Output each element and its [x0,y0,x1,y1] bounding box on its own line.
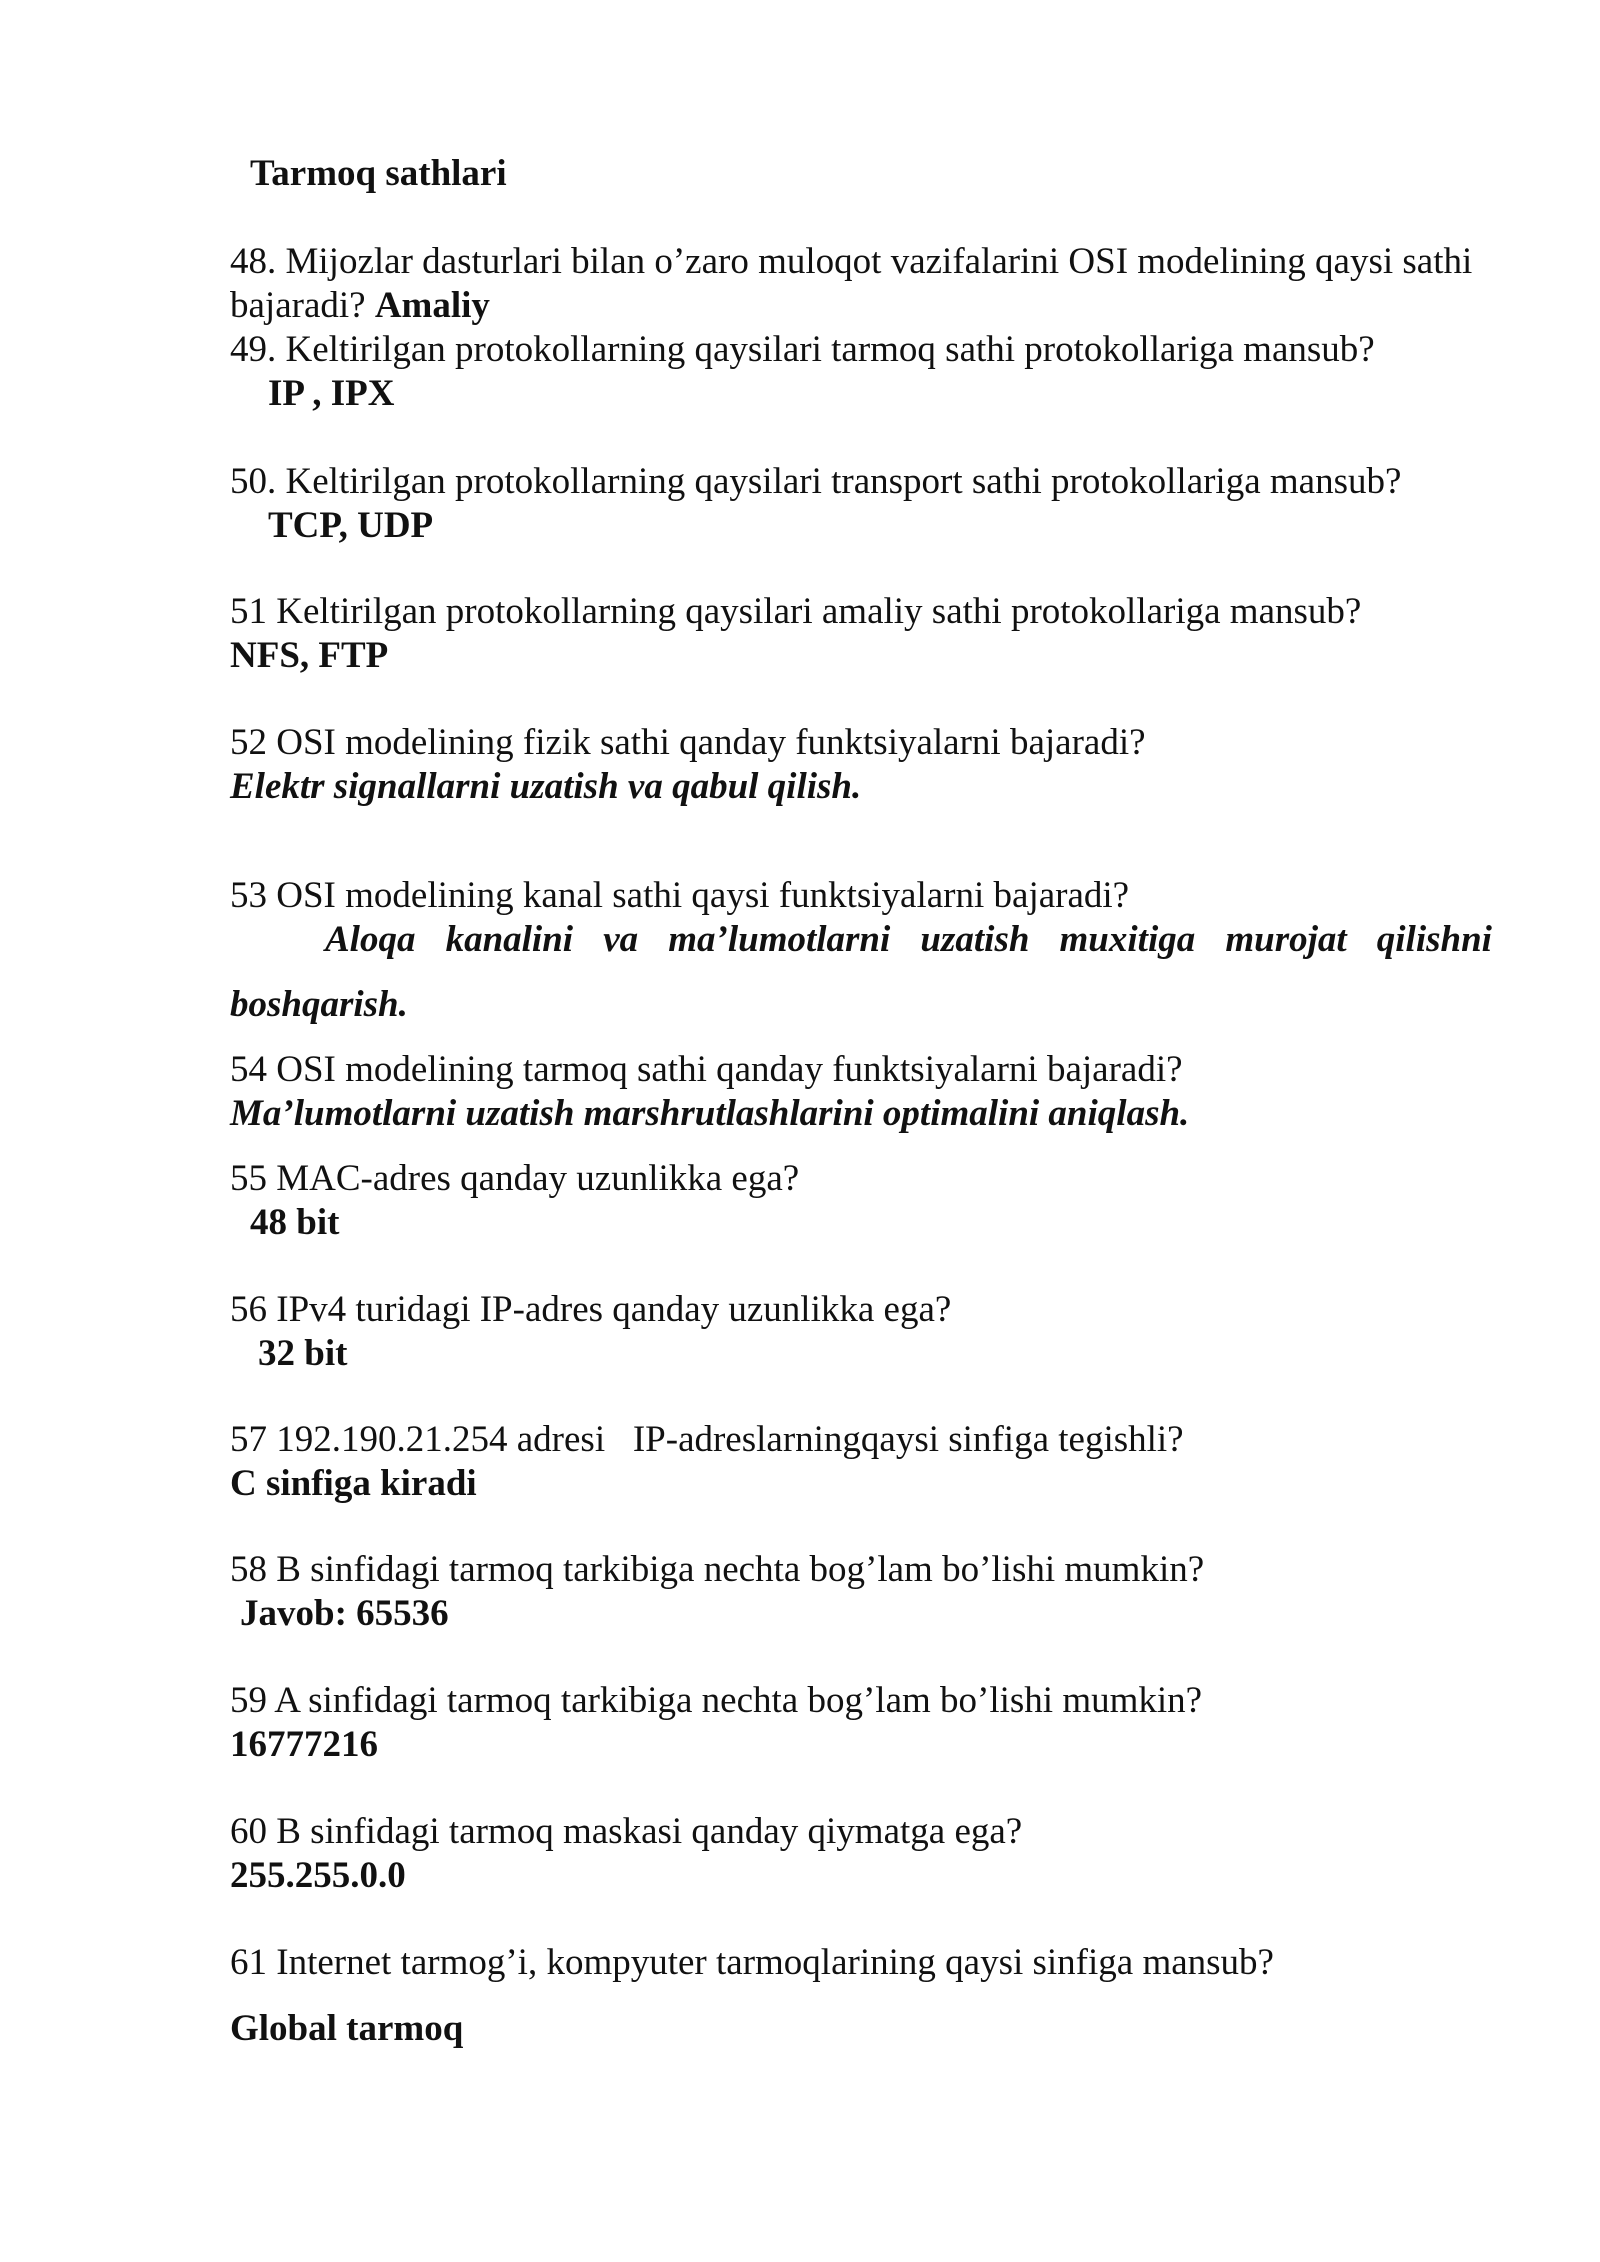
answer-51: NFS, FTP [230,635,389,676]
question-48-line2 [230,284,490,328]
answer-60: 255.255.0.0 [230,1855,406,1896]
question-50: 50. Keltirilgan protokollarning qaysilari transport sathi protokollariga mansub? [230,461,1402,502]
answer-50: TCP, UDP [268,505,434,546]
answer-48: Amaliy [374,285,490,326]
answer-53-word: qilishni [1376,919,1492,960]
answer-53-word: muxitiga [1059,919,1196,960]
answer-53-word: uzatish [920,919,1030,960]
answer-57: C sinfiga kiradi [230,1463,477,1504]
answer-53-line2: boshqarish. [230,984,408,1025]
section-title: Tarmoq sathlari [250,153,507,194]
answer-56: 32 bit [258,1333,348,1374]
answer-53-word: kanalini [445,919,574,960]
question-59: 59 A sinfidagi tarmoq tarkibiga nechta bog’lam bo’lishi mumkin? [230,1680,1203,1721]
answer-54: Ma’lumotlarni uzatish marshrutlashlarini optimalini aniqlash. [230,1093,1190,1134]
question-61: 61 Internet tarmog’i, kompyuter tarmoqlarining qaysi sinfiga mansub? [230,1942,1274,1983]
answer-59: 16777216 [230,1724,378,1765]
question-51: 51 Keltirilgan protokollarning qaysilari amaliy sathi protokollariga mansub? [230,591,1362,632]
answer-53-word: murojat [1225,919,1347,960]
question-55: 55 MAC-adres qanday uzunlikka ega? [230,1158,800,1199]
question-48-line1: 48. Mijozlar dasturlari bilan o’zaro muloqot vazifalarini OSI modelining qaysi sathi [230,241,1473,282]
question-57: 57 192.190.21.254 adresi IP-adreslarningqaysi sinfiga tegishli? [230,1419,1184,1460]
answer-61: Global tarmoq [230,2008,464,2049]
answer-53-word: va [603,919,639,960]
question-58: 58 B sinfidagi tarmoq tarkibiga nechta bog’lam bo’lishi mumkin? [230,1549,1205,1590]
answer-53-word: Aloqa [325,919,416,960]
answer-58: Javob: 65536 [240,1593,449,1634]
question-52: 52 OSI modelining fizik sathi qanday funktsiyalarni bajaradi? [230,722,1146,763]
answer-53-word: ma’lumotlarni [668,919,891,960]
answer-52: Elektr signallarni uzatish va qabul qilish. [230,766,862,807]
answer-55: 48 bit [250,1202,340,1243]
answer-53-line1 [325,918,1492,962]
question-60: 60 B sinfidagi tarmoq maskasi qanday qiymatga ega? [230,1811,1023,1852]
answer-49: IP , IPX [268,373,395,414]
question-56: 56 IPv4 turidagi IP-adres qanday uzunlikka ega? [230,1289,952,1330]
question-49: 49. Keltirilgan protokollarning qaysilari tarmoq sathi protokollariga mansub? [230,329,1375,370]
question-54: 54 OSI modelining tarmoq sathi qanday funktsiyalarni bajaradi? [230,1049,1183,1090]
question-53: 53 OSI modelining kanal sathi qaysi funktsiyalarni bajaradi? [230,875,1130,916]
question-48-text: bajaradi? [230,285,366,326]
